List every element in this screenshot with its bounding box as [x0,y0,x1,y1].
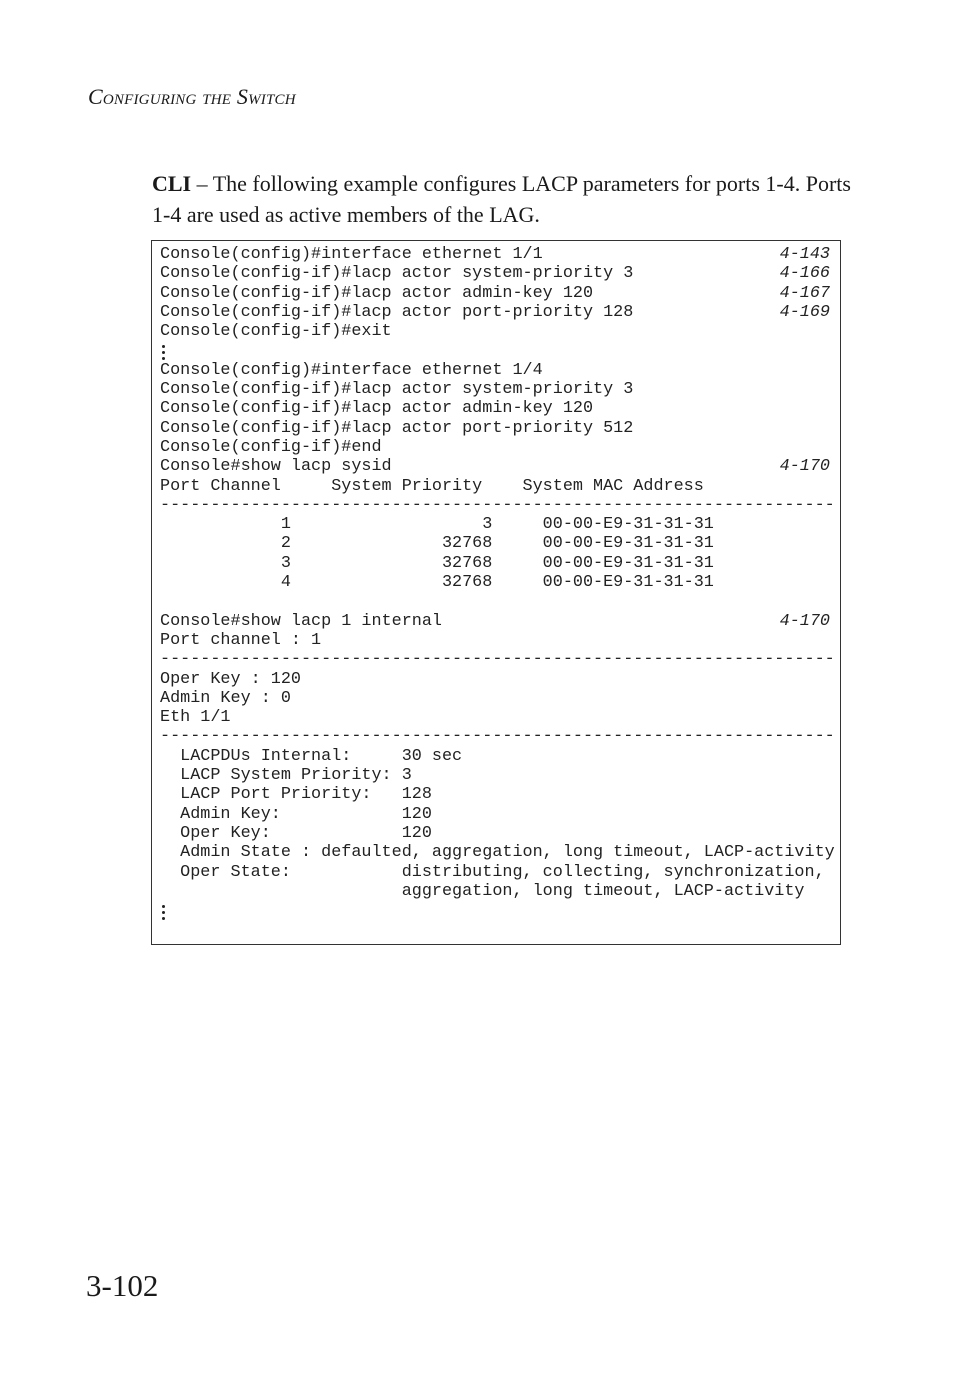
cli-command-text: LACP Port Priority: 128 [160,785,432,805]
cli-line [160,419,836,438]
cli-line [160,438,836,457]
cli-command-text: Oper Key : 120 [160,669,301,689]
cli-command-text: Console#show lacp sysid [160,457,392,477]
intro-paragraph [152,168,852,230]
cli-line [160,766,836,785]
cli-line [160,785,836,804]
cli-label: CLI [152,171,192,196]
cli-line [160,592,836,611]
cli-command-text: ------------------------------------------------------------------- [160,727,835,747]
cli-line [160,727,836,746]
cli-command-text: Console(config)#interface ethernet 1/4 [160,360,543,380]
cli-line [160,824,836,843]
cli-command-text: Admin Key : 0 [160,688,291,708]
cli-line [160,670,836,689]
cli-line [160,380,836,399]
cli-line [160,554,836,573]
cli-command-text: ------------------------------------------------------------------- [160,495,835,515]
cli-line [160,747,836,766]
cli-line [160,457,836,476]
cli-line [160,399,836,418]
page-reference: 4-170 [779,457,830,477]
cli-command-text: Console(config-if)#lacp actor admin-key 120 [160,399,594,419]
cli-line [160,477,836,496]
page-reference: 4-166 [779,264,830,284]
cli-command-text: Port channel : 1 [160,630,322,650]
cli-command-text: Admin Key: 120 [160,804,432,824]
page-reference: 4-170 [779,611,830,631]
cli-command-text: Console(config-if)#lacp actor port-priority 128 [160,302,634,322]
cli-lines [160,245,836,920]
page-reference: 4-167 [779,283,830,303]
page-reference: 4-143 [779,245,830,264]
cli-line [160,264,836,283]
cli-command-text: LACPDUs Internal: 30 sec [160,746,463,766]
cli-command-text: Console#show lacp 1 internal [160,611,442,631]
cli-command-text: 1 3 00-00-E9-31-31-31 [160,515,714,535]
cli-command-text: Console(config-if)#lacp actor system-priority 3 [160,380,634,400]
cli-line [160,361,836,380]
page-reference: 4-169 [779,302,830,322]
cli-command-text: Console(config-if)#exit [160,322,392,342]
cli-command-text: aggregation, long timeout, LACP-activity [160,881,805,901]
cli-line [160,284,836,303]
cli-line [160,245,836,264]
cli-command-text: Console(config-if)#lacp actor system-priority 3 [160,264,634,284]
cli-line [160,515,836,534]
cli-command-text: Port Channel System Priority System MAC Address [160,476,704,496]
cli-line [160,631,836,650]
cli-command-text: 3 32768 00-00-E9-31-31-31 [160,553,714,573]
cli-line [160,534,836,553]
cli-line [160,612,836,631]
running-header: Configuring the Switch [88,84,296,109]
cli-example-box [151,240,841,945]
cli-command-text: Console(config-if)#lacp actor port-priority 512 [160,418,634,438]
cli-command-text: Console(config)#interface ethernet 1/1 [160,245,543,264]
cli-command-text: Console(config-if)#lacp actor admin-key 120 [160,283,594,303]
cli-command-text: Oper State: distributing, collecting, synchronization, [160,862,825,882]
cli-command-text: ------------------------------------------------------------------- [160,650,835,670]
cli-command-text: LACP System Priority: 3 [160,766,412,786]
cli-command-text: Console(config-if)#end [160,437,382,457]
cli-line [160,303,836,322]
cli-line [160,496,836,515]
cli-line [160,882,836,901]
continuation-dots [160,341,836,360]
cli-command-text: Oper Key: 120 [160,823,432,843]
cli-line [160,322,836,341]
cli-command-text: 4 32768 00-00-E9-31-31-31 [160,573,714,593]
cli-command-text: Admin State : defaulted, aggregation, long timeout, LACP-activity [160,843,835,863]
cli-line [160,708,836,727]
cli-command-text: Eth 1/1 [160,708,231,728]
cli-line [160,573,836,592]
intro-text: – The following example configures LACP parameters for ports 1-4. Ports 1-4 are used as active members of the LAG. [152,171,851,227]
cli-line [160,863,836,882]
continuation-dots [160,901,836,920]
page-number: 3-102 [86,1268,159,1303]
cli-line [160,689,836,708]
cli-line [160,805,836,824]
cli-line [160,650,836,669]
cli-command-text: 2 32768 00-00-E9-31-31-31 [160,534,714,554]
cli-line [160,843,836,862]
